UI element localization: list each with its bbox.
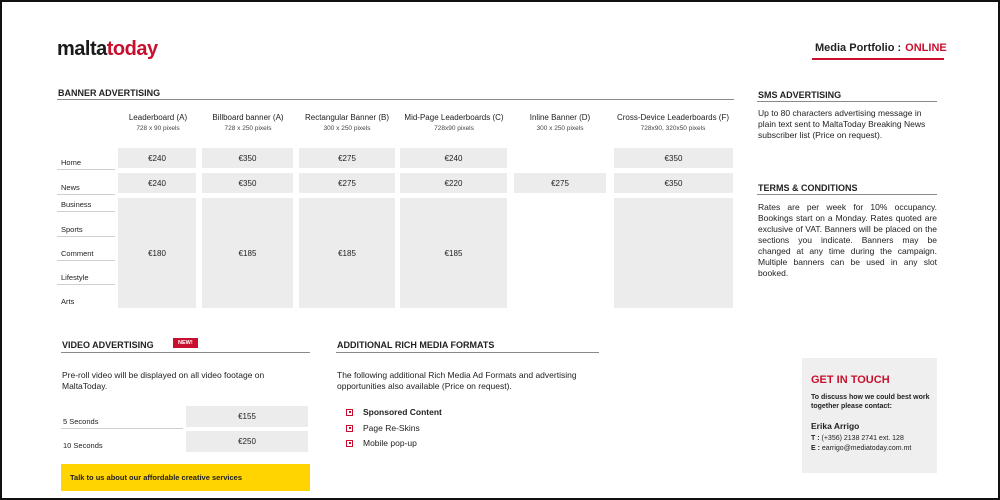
square-bullet-icon	[346, 440, 353, 447]
get-in-touch-title: GET IN TOUCH	[811, 374, 890, 386]
creative-services-cta[interactable]: Talk to us about our affordable creative services	[61, 464, 310, 491]
rich-item-mobile-popup	[346, 438, 417, 448]
column-dims: 300 x 250 pixels	[323, 125, 371, 132]
price-cell-sections-mid-page: €185	[400, 198, 507, 308]
video-advertising-title: VIDEO ADVERTISING	[62, 340, 154, 350]
column-dims: 300 x 250 pixels	[536, 125, 584, 132]
price-cell-sections-billboard: €185	[202, 198, 293, 308]
column-header-rectangular	[298, 113, 396, 132]
row-label-sports: Sports	[61, 225, 83, 234]
row-label-comment: Comment	[61, 249, 94, 258]
price-cell-news-mid-page: €220	[400, 173, 507, 193]
price-cell-news-cross-device: €350	[614, 173, 733, 193]
row-divider	[57, 194, 115, 195]
price-cell-home-leaderboard: €240	[118, 148, 196, 168]
phone-label: T :	[811, 435, 820, 442]
price-cell-news-leaderboard: €240	[118, 173, 196, 193]
row-label-lifestyle: Lifestyle	[61, 273, 89, 282]
price-cell-home-mid-page: €240	[400, 148, 507, 168]
price-cell-home-cross-device: €350	[614, 148, 733, 168]
banner-title-rule	[57, 99, 734, 100]
new-badge: NEW!	[173, 338, 198, 348]
row-label-home: Home	[61, 158, 82, 167]
column-dims: 728x90 pixels	[434, 125, 474, 132]
sms-title-rule	[757, 101, 937, 102]
row-divider	[57, 211, 115, 212]
row-label-arts: Arts	[61, 297, 75, 306]
portfolio-underline	[812, 58, 944, 60]
row-label-news: News	[61, 183, 80, 192]
contact-name: Erika Arrigo	[811, 421, 860, 431]
video-description: Pre-roll video will be displayed on all video footage on MaltaToday.	[62, 370, 265, 391]
column-name: Rectangular Banner (B)	[304, 113, 390, 122]
terms-description: Rates are per week for 10% occupancy. Bookings start on a Monday. Rates quoted are exclusive of VAT. Banners will be placed on the sections you indicate. Banners may be changed at any time during the campaign. Multiple banners can be used in any slot booked.	[758, 202, 937, 278]
rich-media-title-rule	[336, 352, 599, 353]
column-header-leaderboard	[118, 113, 198, 132]
price-cell-home-billboard: €350	[202, 148, 293, 168]
contact-phone-row	[811, 435, 904, 442]
column-dims: 728x90, 320x50 pixels	[640, 125, 706, 132]
portfolio-label: Media Portfolio :	[815, 42, 902, 54]
logo-text-today: today	[106, 38, 158, 60]
price-cell-news-inline: €275	[514, 173, 606, 193]
price-cell-sections-rectangular: €185	[299, 198, 395, 308]
square-bullet-icon	[346, 409, 353, 416]
portfolio-value: ONLINE	[905, 42, 947, 54]
video-price-5s: €155	[186, 406, 308, 427]
price-cell-sections-cross-device	[614, 198, 733, 308]
column-name: Cross-Device Leaderboards (F)	[616, 113, 730, 122]
rich-item-page-reskins	[346, 423, 420, 433]
row-divider	[57, 169, 115, 170]
rich-item-label: Page Re-Skins	[363, 423, 420, 433]
price-cell-news-rectangular: €275	[299, 173, 395, 193]
column-header-billboard	[203, 113, 293, 132]
row-label-business: Business	[61, 200, 92, 209]
rich-item-sponsored-content	[346, 407, 442, 417]
sms-advertising-title: SMS ADVERTISING	[758, 90, 842, 100]
square-bullet-icon	[346, 425, 353, 432]
banner-advertising-title: BANNER ADVERTISING	[58, 88, 161, 98]
column-dims: 728 x 90 pixels	[136, 125, 180, 132]
video-row-label-5s: 5 Seconds	[63, 417, 99, 426]
row-divider	[61, 428, 183, 429]
phone-value[interactable]: (+356) 2138 2741 ext. 128	[821, 435, 904, 442]
row-divider	[57, 284, 115, 285]
column-header-inline	[514, 113, 606, 132]
column-header-cross-device	[612, 113, 734, 132]
get-in-touch-description: To discuss how we could best work together please contact:	[811, 394, 930, 410]
price-cell-news-billboard: €350	[202, 173, 293, 193]
column-dims: 728 x 250 pixels	[224, 125, 272, 132]
row-divider	[57, 236, 115, 237]
video-row-label-10s: 10 Seconds	[63, 441, 103, 450]
column-name: Leaderboard (A)	[128, 113, 188, 122]
sms-description: Up to 80 characters advertising message in plain text sent to MaltaToday Breaking News subscriber list (Price on request).	[758, 108, 926, 140]
video-price-10s: €250	[186, 431, 308, 452]
terms-title-rule	[757, 194, 937, 195]
column-name: Inline Banner (D)	[529, 113, 591, 122]
logo-text-malta: malta	[57, 38, 107, 60]
media-portfolio-heading	[815, 42, 947, 54]
video-title-rule	[61, 352, 310, 353]
email-label: E :	[811, 445, 820, 452]
terms-title: TERMS & CONDITIONS	[758, 183, 858, 193]
email-link[interactable]: earrigo@mediatoday.com.mt	[821, 445, 912, 452]
rich-media-title: ADDITIONAL RICH MEDIA FORMATS	[337, 340, 495, 350]
column-name: Mid-Page Leaderboards (C)	[404, 113, 504, 122]
column-name: Billboard banner (A)	[212, 113, 284, 122]
rich-item-label: Sponsored Content	[363, 407, 442, 417]
contact-email-row	[811, 445, 911, 452]
rich-item-label: Mobile pop-up	[363, 438, 417, 448]
price-cell-home-rectangular: €275	[299, 148, 395, 168]
maltatoday-logo[interactable]	[57, 38, 158, 61]
column-header-mid-page	[400, 113, 508, 132]
price-cell-sections-leaderboard: €180	[118, 198, 196, 308]
rich-media-description: The following additional Rich Media Ad Formats and advertising opportunities also available (Price on request).	[337, 370, 577, 391]
row-divider	[57, 260, 115, 261]
